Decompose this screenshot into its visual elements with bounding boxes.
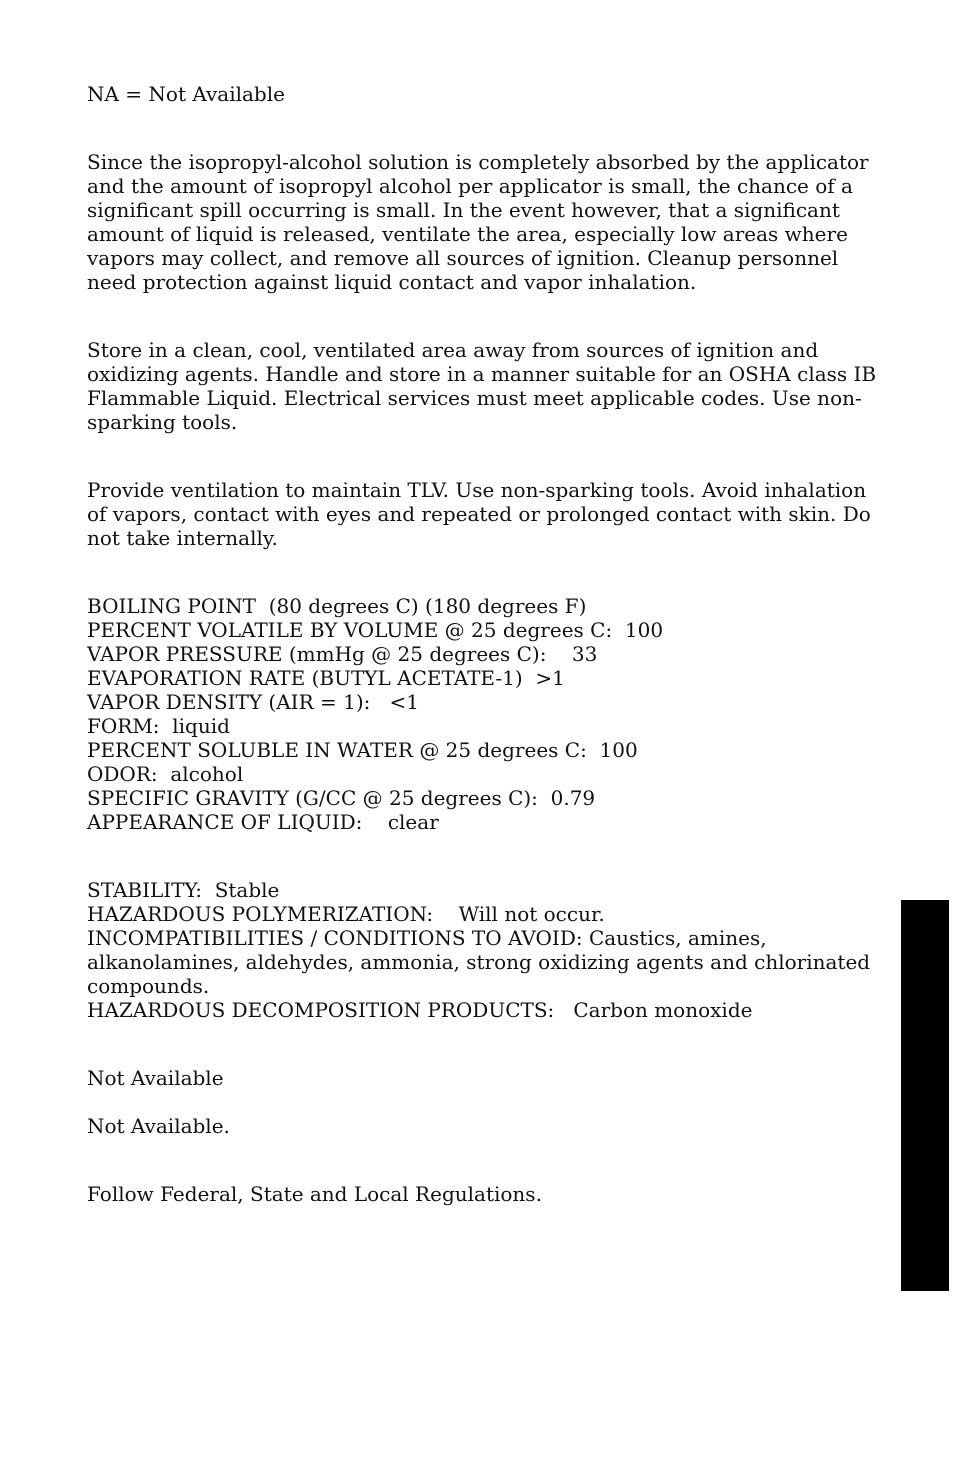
vapor-pressure: VAPOR PRESSURE (mmHg @ 25 degrees C): 33 — [87, 642, 598, 666]
storage-text: Store in a clean, cool, ventilated area away from sources of ignition and oxidizing agents. Handle and store in a manner suitable for an OSHA class IB Flammable Liquid. Electrical services must meet applicable codes. Use non-sparking tools. — [87, 338, 877, 434]
spacer — [87, 550, 877, 594]
vapor-density: VAPOR DENSITY (AIR = 1): <1 — [87, 690, 419, 714]
toxicology-line-2: Not Available. — [87, 1114, 230, 1138]
spill-procedure-text: Since the isopropyl-alcohol solution is completely absorbed by the applicator and the amount of isopropyl alcohol per applicator is small, the chance of a significant spill occurring is small. In the event however, that a significant amount of liquid is released, ventilate the area, especially low areas where vapors may collect, and remove all sources of ignition. Cleanup personnel need protection against liquid contact and vapor inhalation. — [87, 150, 869, 294]
spacer — [87, 1138, 877, 1182]
reactivity-data — [87, 878, 877, 1022]
spacer — [87, 1090, 877, 1114]
spacer — [87, 294, 877, 338]
spacer — [87, 834, 877, 878]
handling-text: Provide ventilation to maintain TLV. Use non-sparking tools. Avoid inhalation of vapors, contact with eyes and repeated or prolonged contact with skin. Do not take internally. — [87, 478, 871, 550]
spacer — [87, 106, 877, 150]
specific-gravity: SPECIFIC GRAVITY (G/CC @ 25 degrees C): 0.79 — [87, 786, 596, 810]
percent-soluble: PERCENT SOLUBLE IN WATER @ 25 degrees C: 100 — [87, 738, 638, 762]
incompatibilities: INCOMPATIBILITIES / CONDITIONS TO AVOID: Caustics, amines, alkanolamines, aldehydes, ammonia, strong oxidizing agents and chlorinated compounds. — [87, 926, 871, 998]
appearance: APPEARANCE OF LIQUID: clear — [87, 810, 439, 834]
hazardous-decomposition: HAZARDOUS DECOMPOSITION PRODUCTS: Carbon monoxide — [87, 998, 753, 1022]
stability: STABILITY: Stable — [87, 878, 280, 902]
evaporation-rate: EVAPORATION RATE (BUTYL ACETATE-1) >1 — [87, 666, 565, 690]
physical-properties — [87, 594, 877, 834]
spacer — [87, 1022, 877, 1066]
hazardous-polymerization: HAZARDOUS POLYMERIZATION: Will not occur. — [87, 902, 605, 926]
toxicology-line-1: Not Available — [87, 1066, 224, 1090]
odor: ODOR: alcohol — [87, 762, 244, 786]
na-legend: NA = Not Available — [87, 82, 285, 106]
boiling-point: BOILING POINT (80 degrees C) (180 degrees F) — [87, 594, 587, 618]
form: FORM: liquid — [87, 714, 230, 738]
disposal-text: Follow Federal, State and Local Regulations. — [87, 1182, 542, 1206]
spacer — [87, 434, 877, 478]
percent-volatile: PERCENT VOLATILE BY VOLUME @ 25 degrees C: 100 — [87, 618, 664, 642]
document-body — [87, 82, 877, 1206]
section-tab-marker — [901, 900, 949, 1291]
